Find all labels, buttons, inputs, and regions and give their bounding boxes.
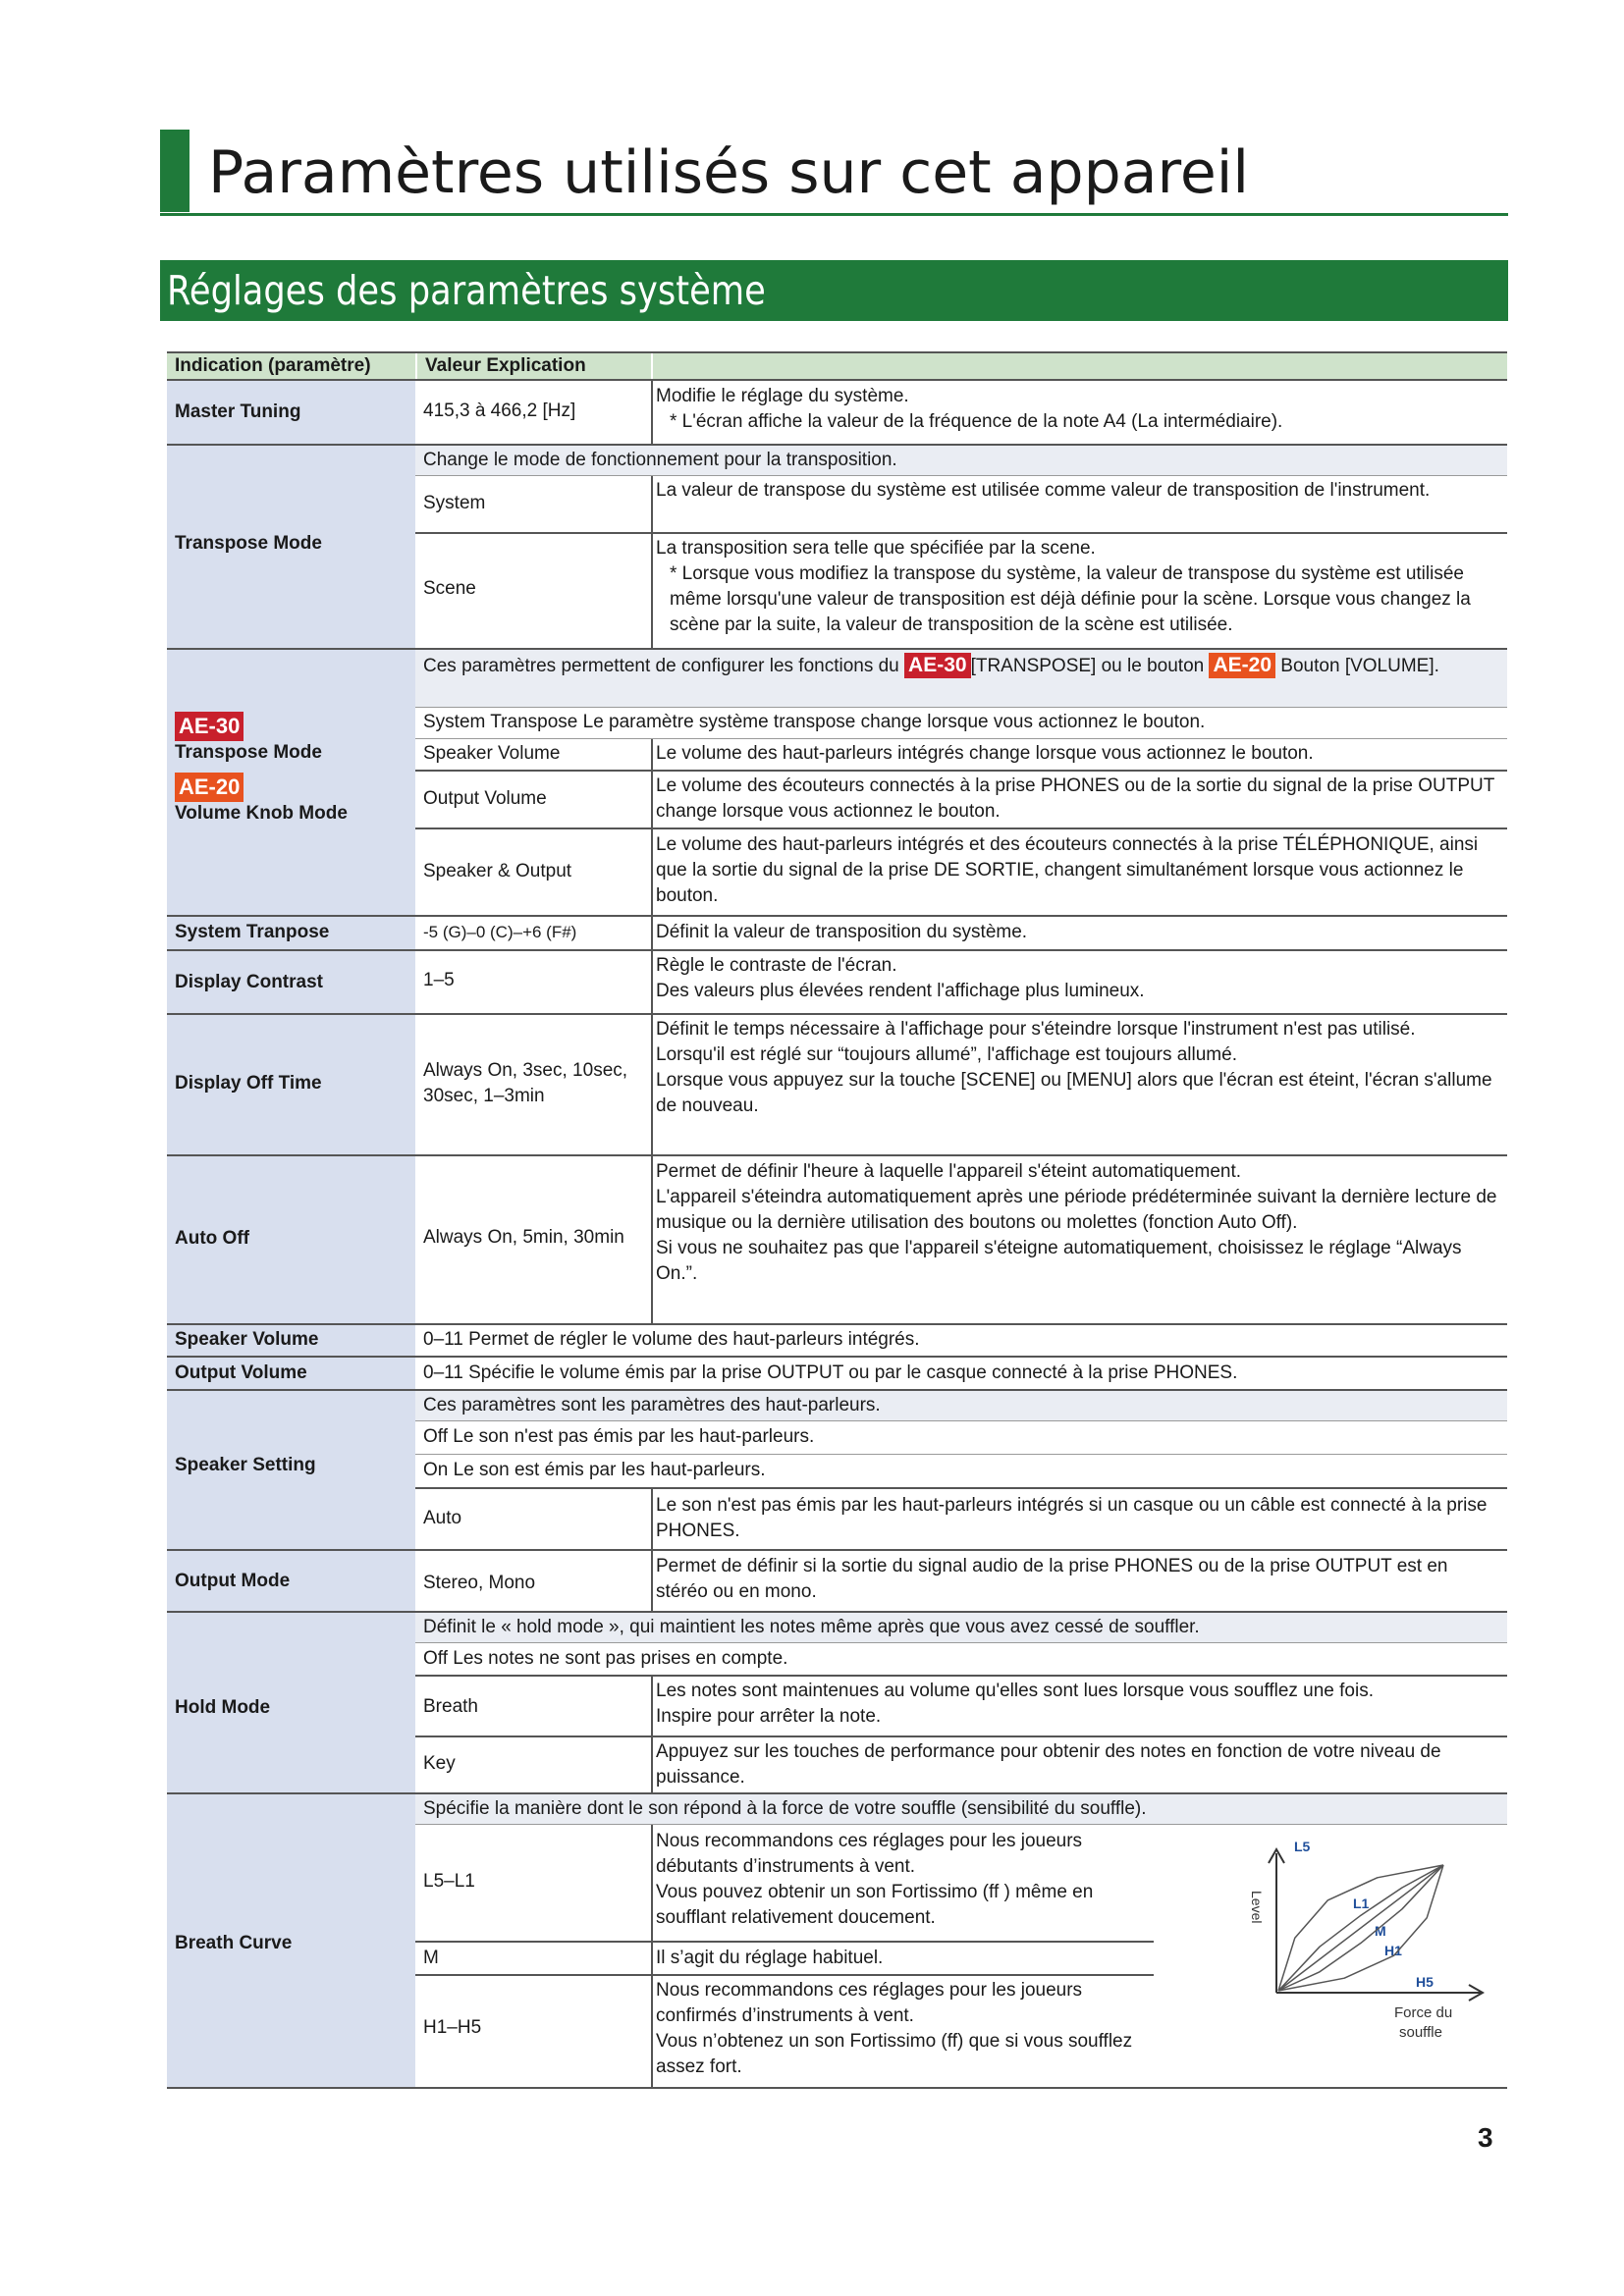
- table-row: Display Contrast 1–5 Règle le contraste de l'écran. Des valeurs plus élevées rendent l'affichage plus lumineux.: [167, 951, 1507, 1015]
- header-param: Indication (paramètre): [175, 355, 371, 376]
- page-number: 3: [1478, 2122, 1493, 2153]
- table-row: Output Mode Stereo, Mono Permet de définir si la sortie du signal audio de la prise PHONES ou de la prise OUTPUT est en stéréo ou en mono.: [167, 1551, 1507, 1613]
- y-axis-label: Level: [1249, 1891, 1265, 1924]
- page-title: Paramètres utilisés sur cet appareil: [208, 138, 1250, 207]
- table-row: AE-30 Transpose Mode AE-20 Volume Knob Mode Ces paramètres permettent de configurer les fonctions du AE-30 [TRANSPOSE] ou le bouton AE-20 Bouton [VOLUME]. System Transpose Le paramètre système transpose change lorsque vous actionnez le bouton. Speaker Volume Le volume des haut-parleurs intégrés change lorsque vous actionnez le bouton. Output Volume Le volume des écouteurs connectés à la prise PHONES ou de la sortie du signal de la prise OUTPUT change lorsque vous actionnez le bouton. Speaker & Output Le volume des haut-parleurs intégrés et des écouteurs connectés à la prise TÉLÉPHONIQUE, ainsi que la sortie du signal de la prise DE SORTIE, changent simultanément lorsque vous actionnez le bouton.: [167, 650, 1507, 917]
- table-row: Breath Curve Spécifie la manière dont le son répond à la force de votre souffle (sensibilité du souffle). L5–L1 Nous recommandons ces réglages pour les joueurs débutants d’instruments à vent. Vous pouvez obtenir un son Fortissimo (ff ) même en soufflant relativement doucement. M Il s’agit du réglage habituel. H1–H5 Nous recommandons ces réglages pour les joueurs confirmés d’instruments à vent. Vous n’obtenez un son Fortissimo (ff) que si vous soufflez assez fort.: [167, 1794, 1507, 2089]
- curve-label-h1: H1: [1384, 1943, 1402, 1958]
- table-row: Display Off Time Always On, 3sec, 10sec, 30sec, 1–3min Définit le temps nécessaire à l'affichage pour s'éteindre lorsque l'instrument n'est pas utilisé. Lorsqu'il est réglé sur “toujours allumé”, l'affichage est toujours allumé. Lorsque vous appuyez sur la touche [SCENE] ou [MENU] alors que l'écran est éteint, l'écran s'allume de nouveau.: [167, 1015, 1507, 1156]
- ae20-badge: AE-20: [175, 773, 244, 802]
- param-name: Transpose Mode: [175, 742, 322, 763]
- x-axis-label-2: souffle: [1399, 2024, 1442, 2041]
- value-cell: 415,3 à 466,2 [Hz]: [423, 400, 576, 421]
- curve-label-m: M: [1375, 1923, 1386, 1939]
- explanation-cell: Modifie le réglage du système. * L'écran affiche la valeur de la fréquence de la note A4 (La intermédiaire).: [656, 386, 1283, 432]
- table-row: [167, 381, 1507, 446]
- table-header: [167, 351, 1507, 381]
- param-name: Hold Mode: [175, 1697, 271, 1718]
- title-accent-bar: [160, 130, 189, 212]
- table-row: Hold Mode Définit le « hold mode », qui maintient les notes même après que vous avez cessé de souffler. Off Les notes ne sont pas prises en compte. Breath Les notes sont maintenues au volume qu'elles sont lues lorsque vous soufflez une fois. Inspire pour arrêter la note. Key Appuyez sur les touches de performance pour obtenir des notes en fonction de votre niveau de puissance.: [167, 1613, 1507, 1794]
- table-row: Auto Off Always On, 5min, 30min Permet de définir l'heure à laquelle l'appareil s'éteint automatiquement. L'appareil s'éteindra automatiquement après une période prédéterminée suivant la dernière lecture de musique ou la dernière utilisation des boutons ou molettes (fonction Auto Off). Si vous ne souhaitez pas que l'appareil s'éteigne automatiquement, choisissez le réglage “Always On.”.: [167, 1156, 1507, 1325]
- param-name: Speaker Volume: [175, 1329, 319, 1350]
- table-row: Speaker Setting Ces paramètres sont les paramètres des haut-parleurs. Off Le son n'est pas émis par les haut-parleurs. On Le son est émis par les haut-parleurs. Auto Le son n'est pas émis par les haut-parleurs intégrés si un casque ou un câble est connecté à la prise PHONES.: [167, 1391, 1507, 1551]
- table-row: Output Volume 0–11 Spécifie le volume émis par la prise OUTPUT ou par le casque connecté à la prise PHONES.: [167, 1358, 1507, 1391]
- param-name: Volume Knob Mode: [175, 803, 348, 824]
- curve-label-h5: H5: [1416, 1974, 1434, 1990]
- curve-label-l5: L5: [1294, 1839, 1311, 1854]
- param-name: Display Contrast: [175, 972, 323, 992]
- table-row: System Tranpose -5 (G)–0 (C)–+6 (F#) Définit la valeur de transposition du système.: [167, 917, 1507, 951]
- section-title: Réglages des paramètres système: [167, 267, 766, 314]
- curve-label-l1: L1: [1353, 1896, 1370, 1911]
- param-name: Output Volume: [175, 1362, 307, 1383]
- title-rule: [160, 213, 1508, 216]
- curve-group: [1278, 1839, 1443, 1991]
- param-name: Auto Off: [175, 1228, 249, 1249]
- param-name: Transpose Mode: [175, 533, 322, 554]
- param-name: Display Off Time: [175, 1073, 322, 1094]
- table-row: Transpose Mode Change le mode de fonctionnement pour la transposition. System La valeur de transpose du système est utilisée comme valeur de transposition de l'instrument. Scene La transposition sera telle que spécifiée par la scene. * Lorsque vous modifiez la transpose du système, la valeur de transpose du système est utilisée même lorsqu'une valeur de transposition est déjà définie pour la scène. Lorsque vous changez la scène par la suite, la valeur de transposition de la scène est utilisée.: [167, 446, 1507, 650]
- breath-curve-chart: [1247, 1826, 1492, 2052]
- param-name: Breath Curve: [175, 1933, 293, 1953]
- ae30-badge: AE-30: [175, 712, 244, 741]
- param-name: Output Mode: [175, 1571, 291, 1591]
- x-axis-label-1: Force du: [1394, 2004, 1453, 2021]
- param-name: Speaker Setting: [175, 1455, 316, 1475]
- table-row: Speaker Volume 0–11 Permet de régler le volume des haut-parleurs intégrés.: [167, 1325, 1507, 1358]
- param-name: System Tranpose: [175, 922, 330, 942]
- param-name: Master Tuning: [175, 401, 301, 422]
- header-value: Valeur Explication: [415, 353, 651, 379]
